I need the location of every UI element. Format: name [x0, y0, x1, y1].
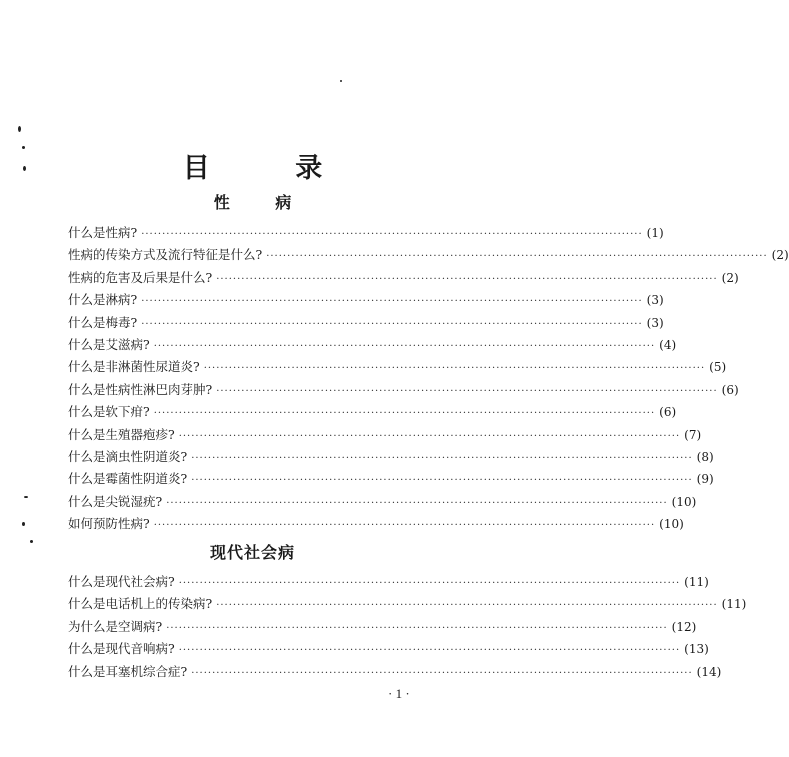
toc-entry-label: 什么是软下疳?: [68, 404, 150, 420]
toc-entry: [68, 638, 709, 660]
toc-entry-label: 什么是性病?: [68, 225, 138, 240]
scan-speck: [24, 496, 28, 498]
scan-speck: [23, 166, 26, 171]
toc-entry-page: (14): [696, 664, 722, 679]
scan-speck: [30, 540, 33, 543]
toc-entry-page: (10): [659, 517, 684, 532]
toc-entry-page: (3): [646, 293, 664, 308]
toc-entry: [68, 468, 714, 490]
toc-entry-page: (13): [684, 642, 709, 657]
toc-entry-page: (4): [659, 337, 677, 352]
dot-leader: ························································································································: [178, 578, 681, 589]
toc-entry: [68, 491, 697, 513]
toc-entry: [68, 289, 664, 311]
toc-entry: [68, 267, 739, 289]
toc-entry: [68, 513, 684, 535]
toc-entry-page: (5): [709, 360, 727, 375]
dot-leader: ························································································································: [141, 229, 643, 240]
toc-entry-page: (8): [696, 449, 714, 464]
toc-entry-page: (6): [721, 382, 739, 397]
dot-leader: ························································································································: [141, 318, 643, 330]
toc-entry: [68, 356, 727, 378]
toc-entry-label: 什么是霉菌性阴道炎?: [68, 471, 188, 487]
toc-entry-label: 为什么是空调病?: [68, 618, 163, 634]
toc-entry-page: (2): [721, 270, 739, 285]
dot-leader: ························································································································: [216, 600, 718, 612]
toc-entry: [68, 593, 747, 615]
toc-entry: [68, 244, 789, 266]
dot-leader: ························································································································: [191, 475, 693, 487]
section-heading-std: 性 病: [213, 193, 312, 212]
dot-leader: ························································································································: [153, 340, 656, 352]
toc-entry: [68, 222, 664, 244]
toc-entry-page: (12): [671, 619, 697, 634]
toc-entry-label: 什么是性病性淋巴肉芽肿?: [68, 381, 213, 397]
toc-entry-page: (11): [684, 575, 709, 589]
toc-entry-page: (3): [646, 315, 664, 330]
toc-entry-page: (9): [696, 472, 714, 487]
toc-entry-label: 什么是尖锐湿疣?: [68, 493, 163, 509]
toc-entry: [68, 312, 664, 334]
toc-list-modern: [68, 571, 747, 683]
scan-speck: [340, 80, 342, 82]
toc-entry-page: (11): [721, 597, 747, 612]
dot-leader: ························································································································: [153, 520, 656, 532]
toc-entry-label: 什么是非淋菌性尿道炎?: [68, 359, 200, 375]
toc-entry-label: 性病的传染方式及流行特征是什么?: [68, 247, 263, 263]
dot-leader: ························································································································: [266, 251, 768, 263]
dot-leader: ························································································································: [191, 667, 693, 679]
dot-leader: ························································································································: [191, 452, 693, 464]
toc-entry: [68, 334, 677, 356]
toc-entry-label: 什么是现代社会病?: [68, 574, 175, 589]
dot-leader: ························································································································: [178, 430, 681, 442]
toc-entry-label: 什么是滴虫性阴道炎?: [68, 448, 188, 464]
dot-leader: ························································································································: [216, 273, 718, 285]
section-heading-modern: 现代社会病: [209, 543, 295, 562]
dot-leader: ························································································································: [141, 296, 643, 308]
toc-entry-page: (1): [646, 226, 664, 240]
dot-leader: ························································································································: [166, 622, 668, 634]
scan-speck: [22, 522, 25, 526]
toc-entry-page: (6): [659, 405, 677, 420]
toc-entry-label: 什么是艾滋病?: [68, 336, 150, 352]
toc-entry-label: 什么是电话机上的传染病?: [68, 596, 213, 612]
toc-entry-label: 什么是梅毒?: [68, 314, 138, 330]
toc-list-std: [68, 222, 789, 535]
toc-title: 目 录: [182, 153, 361, 184]
dot-leader: ························································································································: [216, 385, 718, 397]
scan-speck: [18, 126, 21, 132]
dot-leader: ························································································································: [153, 408, 656, 420]
toc-entry-label: 如何预防性病?: [68, 516, 150, 532]
toc-entry: [68, 661, 722, 683]
toc-entry: [68, 379, 739, 401]
toc-entry-page: (10): [671, 494, 697, 509]
dot-leader: ························································································································: [166, 497, 668, 509]
scan-speck: [22, 146, 25, 149]
toc-entry-label: 性病的危害及后果是什么?: [68, 269, 213, 285]
page-number: · 1 ·: [388, 686, 410, 701]
toc-entry-page: (7): [684, 427, 702, 442]
dot-leader: ························································································································: [203, 363, 706, 375]
toc-entry: [68, 424, 702, 446]
toc-entry-label: 什么是现代音响病?: [68, 641, 175, 657]
toc-entry-label: 什么是淋病?: [68, 292, 138, 308]
toc-entry: [68, 446, 714, 468]
toc-entry-label: 什么是生殖器疱疹?: [68, 426, 175, 442]
toc-entry-label: 什么是耳塞机综合症?: [68, 663, 188, 679]
toc-entry: [68, 616, 697, 638]
dot-leader: ························································································································: [178, 645, 681, 657]
toc-entry: [68, 401, 677, 423]
toc-entry: [68, 571, 709, 593]
toc-entry-page: (2): [771, 248, 789, 263]
